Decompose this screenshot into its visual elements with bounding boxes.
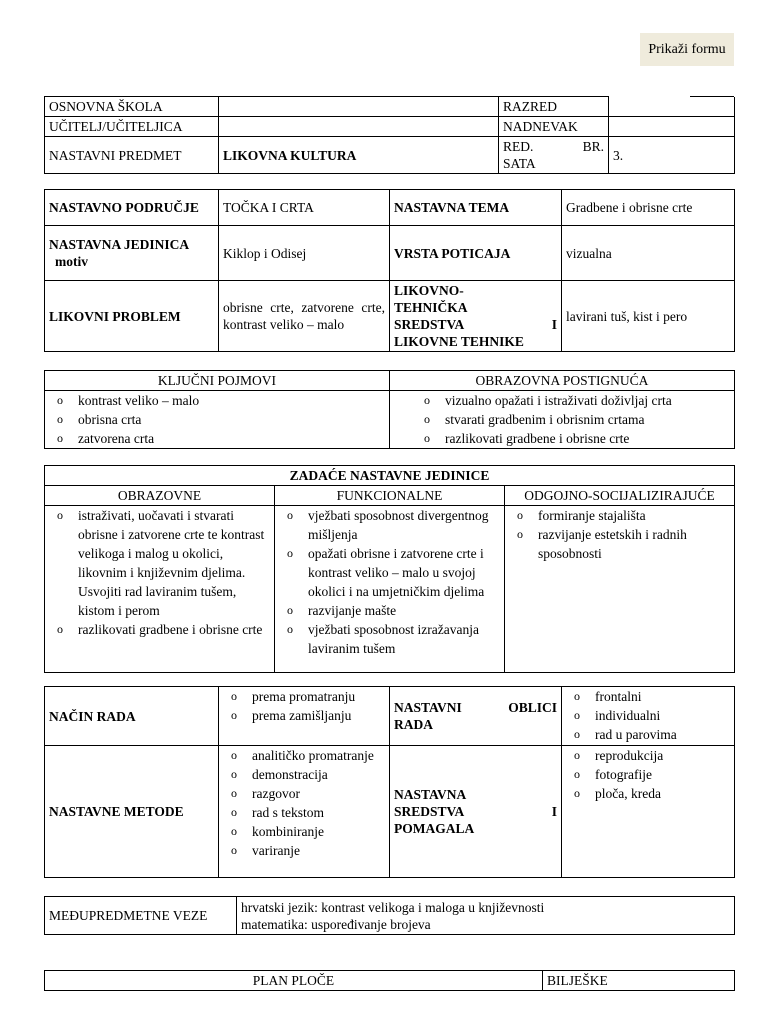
list-item: o zatvorena crta (49, 429, 385, 448)
lesson-label-br: BR. (582, 139, 604, 154)
means-label-cell (390, 281, 562, 352)
list-item: o razvijanje mašte (279, 601, 500, 620)
teaching-methods-cell (219, 746, 390, 878)
means-value: lavirani tuš, kist i pero (562, 281, 735, 352)
concepts-table (44, 370, 735, 449)
forms-label-cell (390, 687, 562, 746)
footer-table (44, 970, 735, 991)
aids-label-2: SREDSTVA (394, 804, 465, 819)
list-item: o formiranje stajališta (509, 506, 730, 525)
key-terms-list (49, 391, 385, 448)
lesson-label-red: RED. (503, 139, 534, 154)
means-label-techniques: LIKOVNE TEHNIKE (394, 334, 524, 349)
list-item: o obrisna crta (49, 410, 385, 429)
list-item: o rad u parovima (566, 725, 730, 744)
list-item: o istraživati, uočavati i stvarati obrisne i zatvorene crte te kontrast velikoga i malog u okolici, likovnim i književnim djelima. Usvojiti rad laviranim tušem, kistom i perom (49, 506, 270, 620)
modes-list (223, 687, 385, 725)
topic-label: NASTAVNA TEMA (390, 190, 562, 226)
educational-header: OBRAZOVNE (45, 486, 275, 506)
area-value: TOČKA I CRTA (219, 190, 390, 226)
outcomes-list (394, 391, 730, 448)
list-item: o ploča, kreda (566, 784, 730, 803)
cross-line-math: matematika: uspoređivanje brojeva (241, 916, 431, 932)
list-item: o rad s tekstom (223, 803, 385, 822)
key-terms-cell (45, 391, 390, 449)
list-item: o frontalni (566, 687, 730, 706)
stimulus-value: vizualna (562, 226, 735, 281)
list-item: o vizualno opažati i istraživati doživljaj crta (416, 391, 730, 410)
aids-label-1: NASTAVNA (394, 787, 467, 802)
forms-label-3: RADA (394, 717, 433, 732)
school-label: OSNOVNA ŠKOLA (45, 97, 219, 117)
header-table (44, 96, 735, 174)
list-item: o opažati obrisne i zatvorene crte i kontrast veliko – malo u svojoj okolici i na umjetničkim djelima (279, 544, 500, 601)
list-item: o prema promatranju (223, 687, 385, 706)
methods-table (44, 686, 735, 878)
list-item: o razvijanje estetskih i radnih sposobnosti (509, 525, 730, 563)
cross-curricular-value (237, 897, 735, 935)
grade-label: RAZRED (499, 97, 609, 117)
lesson-number-value: 3. (609, 137, 735, 174)
notes-header: BILJEŠKE (543, 971, 735, 991)
teacher-value (219, 117, 499, 137)
motif-label: motiv (55, 254, 88, 269)
forms-list (566, 687, 730, 744)
social-header: ODGOJNO-SOCIJALIZIRAJUĆE (505, 486, 735, 506)
list-item: o reprodukcija (566, 746, 730, 765)
teacher-label: UČITELJ/UČITELJICA (45, 117, 219, 137)
unit-label-cell (45, 226, 219, 281)
aids-cell (562, 746, 735, 878)
list-item: o razlikovati gradbene i obrisne crte (416, 429, 730, 448)
modes-cell (219, 687, 390, 746)
outcomes-cell (390, 391, 735, 449)
list-item: o stvarati gradbenim i obrisnim crtama (416, 410, 730, 429)
lesson-label-sata: SATA (503, 156, 536, 171)
aids-label-3: I (551, 804, 557, 819)
school-value (219, 97, 499, 117)
list-item: o vježbati sposobnost izražavanja laviranim tušem (279, 620, 500, 658)
forms-cell (562, 687, 735, 746)
tasks-title: ZADAĆE NASTAVNE JEDINICE (45, 466, 735, 486)
problem-value: obrisne crte, zatvorene crte, kontrast veliko – malo (219, 281, 390, 352)
subject-label: NASTAVNI PREDMET (45, 137, 219, 174)
board-plan-header: PLAN PLOČE (45, 971, 543, 991)
list-item: o kombiniranje (223, 822, 385, 841)
stimulus-label: VRSTA POTICAJA (390, 226, 562, 281)
educational-list (49, 506, 270, 639)
functional-header: FUNKCIONALNE (275, 486, 505, 506)
means-label: LIKOVNO-TEHNIČKA SREDSTVA (394, 283, 467, 332)
lesson-number-label (499, 137, 609, 174)
list-item: o razgovor (223, 784, 385, 803)
list-item: o fotografije (566, 765, 730, 784)
key-terms-header: KLJUČNI POJMOVI (45, 371, 390, 391)
educational-cell (45, 506, 275, 673)
list-item: o analitičko promatranje (223, 746, 385, 765)
functional-cell (275, 506, 505, 673)
list-item: o prema zamišljanju (223, 706, 385, 725)
teaching-methods-list (223, 746, 385, 860)
grade-value (609, 97, 735, 117)
show-form-button[interactable]: Prikaži formu (640, 33, 734, 66)
list-item: o variranje (223, 841, 385, 860)
aids-label-cell (390, 746, 562, 878)
forms-label-1: NASTAVNI (394, 700, 462, 715)
unit-value: Kiklop i Odisej (219, 226, 390, 281)
date-label: NADNEVAK (499, 117, 609, 137)
functional-list (279, 506, 500, 658)
list-item: o demonstracija (223, 765, 385, 784)
topic-value: Gradbene i obrisne crte (562, 190, 735, 226)
mode-label: NAČIN RADA (45, 687, 219, 746)
subject-value: LIKOVNA KULTURA (219, 137, 499, 174)
list-item: o razlikovati gradbene i obrisne crte (49, 620, 270, 639)
social-list (509, 506, 730, 563)
cross-curricular-table (44, 896, 735, 935)
list-item: o kontrast veliko – malo (49, 391, 385, 410)
list-item: o vježbati sposobnost divergentnog mišljenja (279, 506, 500, 544)
cross-line-croatian: hrvatski jezik: kontrast velikoga i maloga u književnosti (241, 899, 545, 915)
aids-list (566, 746, 730, 803)
date-value (609, 117, 735, 137)
outcomes-header: OBRAZOVNA POSTIGNUĆA (390, 371, 735, 391)
overview-table (44, 189, 735, 352)
cross-curricular-label: MEĐUPREDMETNE VEZE (45, 897, 237, 935)
social-cell (505, 506, 735, 673)
means-label-i: I (551, 317, 557, 332)
teaching-methods-label: NASTAVNE METODE (45, 746, 219, 878)
forms-label-2: OBLICI (508, 700, 557, 715)
tasks-table (44, 465, 735, 673)
unit-label: NASTAVNA JEDINICA (49, 237, 190, 252)
problem-label: LIKOVNI PROBLEM (45, 281, 219, 352)
list-item: o individualni (566, 706, 730, 725)
aids-label-4: POMAGALA (394, 821, 475, 836)
area-label: NASTAVNO PODRUČJE (45, 190, 219, 226)
